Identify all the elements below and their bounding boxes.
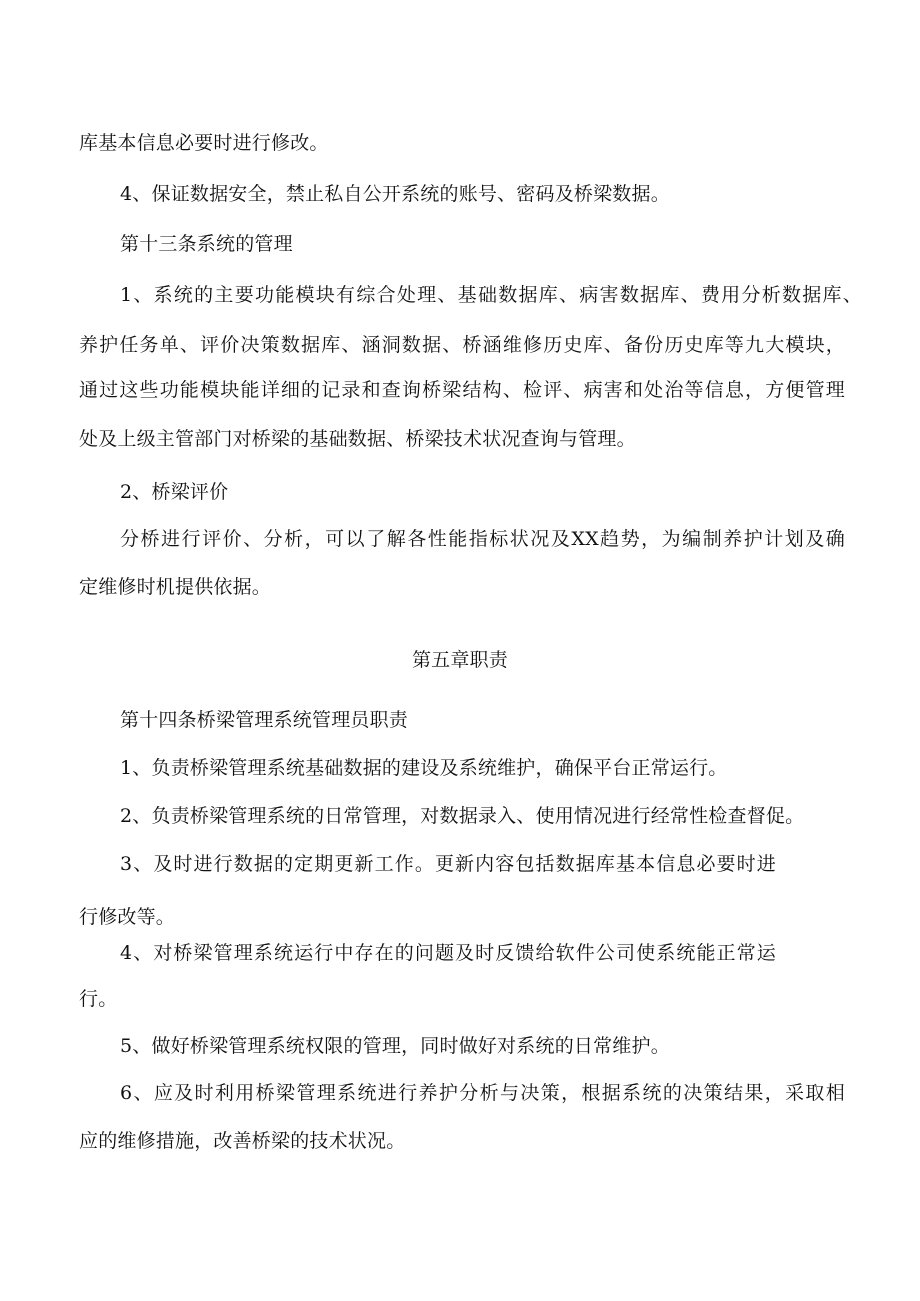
paragraph-line: 1、系统的主要功能模块有综合处理、基础数据库、病害数据库、费用分析数据库、 [120, 284, 862, 306]
paragraph-line: 库基本信息必要时进行修改。 [79, 132, 329, 154]
chapter-title: 第五章职责 [411, 649, 508, 671]
paragraph-line: 应的维修措施，改善桥梁的技术状况。 [79, 1130, 406, 1152]
paragraph-line: 行修改等。 [79, 906, 176, 928]
paragraph-line: 1、负责桥梁管理系统基础数据的建设及系统维护，确保平台正常运行。 [120, 757, 728, 779]
paragraph-line: 通过这些功能模块能详细的记录和查询桥梁结构、检评、病害和处治等信息，方便管理 [79, 379, 845, 401]
article-heading: 第十四条桥梁管理系统管理员职责 [120, 709, 409, 731]
article-heading: 第十三条系统的管理 [120, 233, 293, 255]
paragraph-line: 处及上级主管部门对桥梁的基础数据、桥梁技术状况查询与管理。 [79, 428, 636, 450]
paragraph-line: 5、做好桥梁管理系统权限的管理，同时做好对系统的日常维护。 [120, 1035, 670, 1057]
paragraph-line: 行。 [79, 988, 118, 1010]
paragraph-line: 定维修时机提供依据。 [79, 576, 272, 598]
paragraph-line: 4、对桥梁管理系统运行中存在的问题及时反馈给软件公司使系统能正常运 [120, 942, 776, 964]
paragraph-line: 4、保证数据安全，禁止私自公开系统的账号、密码及桥梁数据。 [120, 183, 670, 205]
section-heading: 2、桥梁评价 [120, 481, 229, 503]
paragraph-line: 2、负责桥梁管理系统的日常管理，对数据录入、使用情况进行经常性检查督促。 [120, 805, 805, 827]
paragraph-line: 养护任务单、评价决策数据库、涵洞数据、桥涵维修历史库、备份历史库等九大模块， [79, 334, 845, 356]
paragraph-line: 6、应及时利用桥梁管理系统进行养护分析与决策，根据系统的决策结果，采取相 [120, 1082, 845, 1104]
paragraph-line: 3、及时进行数据的定期更新工作。更新内容包括数据库基本信息必要时进 [120, 853, 776, 875]
paragraph-line: 分桥进行评价、分析，可以了解各性能指标状况及XX趋势，为编制养护计划及确 [120, 528, 845, 550]
